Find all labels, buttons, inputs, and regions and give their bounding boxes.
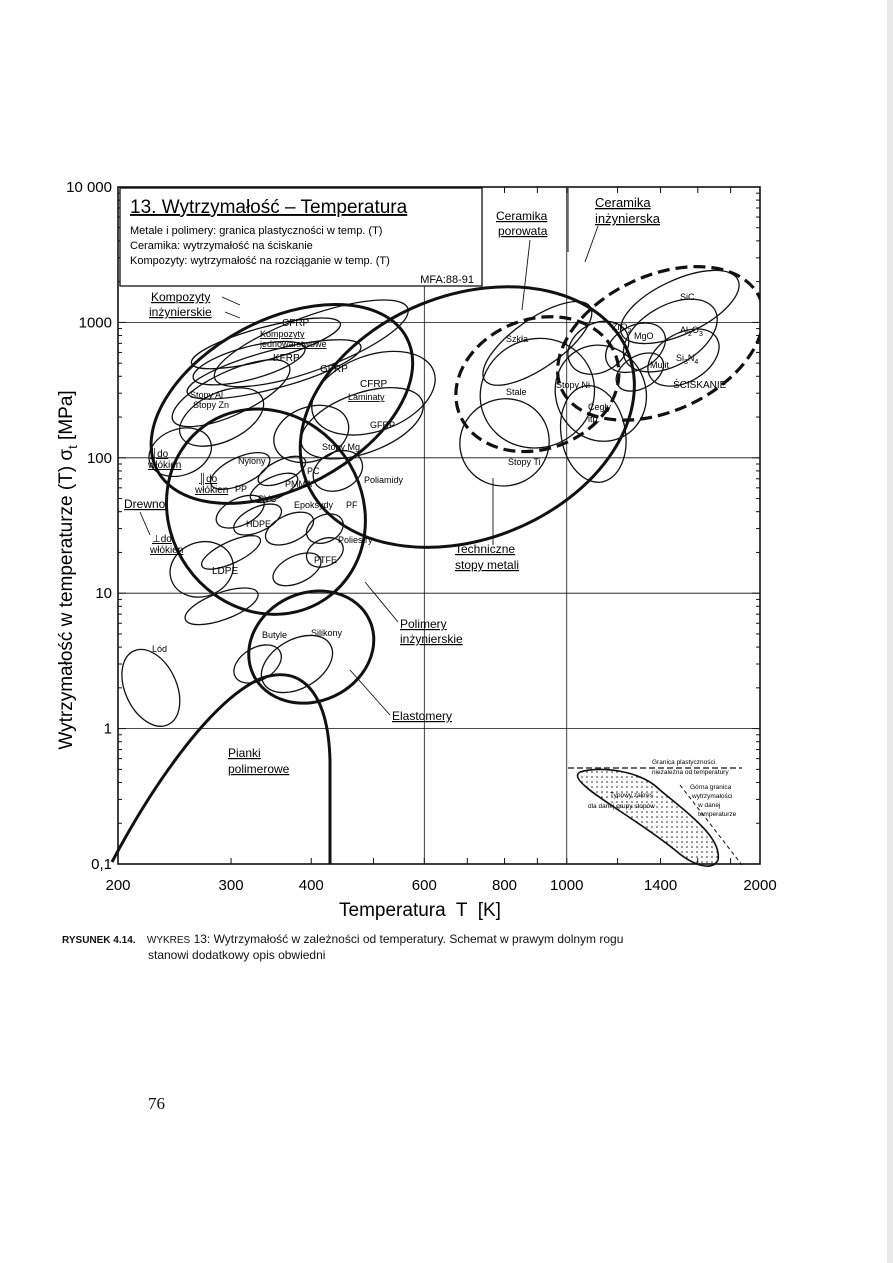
label-ceramika-por: Ceramika	[496, 209, 548, 223]
y-tick-label: 10 000	[66, 179, 112, 196]
caption-text-2: stanowi dodatkowy opis obwiedni	[148, 948, 326, 962]
svg-text:Stopy Ti: Stopy Ti	[508, 457, 541, 467]
svg-text:Stopy Ni: Stopy Ni	[556, 380, 591, 390]
svg-text:CFRP: CFRP	[360, 379, 388, 390]
material-labels	[152, 292, 727, 654]
svg-text:włókien: włókien	[150, 545, 184, 556]
label-drewno: Drewno	[124, 497, 166, 511]
x-tick-label: 300	[218, 877, 244, 894]
svg-text:ZrO2: ZrO$_2$	[612, 322, 632, 335]
y-tick-label: 10	[95, 585, 112, 603]
svg-text:Szkła: Szkła	[506, 334, 529, 344]
svg-text:temperaturze: temperaturze	[698, 811, 737, 818]
svg-text:Poliamidy: Poliamidy	[364, 475, 404, 485]
svg-text:PP: PP	[235, 484, 248, 494]
x-tick-label: 800	[492, 877, 518, 894]
svg-text:Stopy Al: Stopy Al	[190, 390, 224, 400]
x-tick-label: 200	[105, 877, 131, 894]
svg-text:w danej: w danej	[698, 802, 721, 809]
x-tick-label: 1400	[643, 877, 678, 894]
material-bubble-l-d	[110, 640, 191, 735]
svg-text:Stopy Mg: Stopy Mg	[322, 442, 361, 452]
svg-text:dla danej grupy stopów: dla danej grupy stopów	[588, 803, 655, 810]
label-pianki-2: polimerowe	[228, 762, 290, 776]
svg-text:║do: ║do	[150, 449, 169, 460]
label-polimery: Polimery	[400, 617, 447, 631]
x-tick-label: 2000	[743, 877, 777, 894]
material-bubble-stopy-ni	[539, 330, 662, 456]
label-polimery-2: inżynierskie	[400, 632, 463, 646]
chart-title: 13. Wytrzymałość – Temperatura	[130, 197, 408, 218]
family-envelope-ceramika-in-ynierska	[533, 236, 788, 451]
svg-text:Kompozyty: Kompozyty	[260, 329, 305, 339]
figure-caption	[62, 932, 822, 963]
svg-text:wytrzymałości: wytrzymałości	[692, 793, 733, 800]
svg-text:Si3N4: $Si_3N_4$	[676, 353, 699, 366]
subtitle-line-3: Kompozyty: wytrzymałość na rozciąganie w temp. (T)	[130, 255, 390, 267]
x-tick-label: 600	[411, 877, 437, 894]
material-bubble-sic	[610, 255, 749, 358]
svg-text:PTFE: PTFE	[314, 555, 338, 565]
x-axis-title: Temperatura T [K]	[339, 900, 501, 921]
svg-text:Silikony: Silikony	[311, 628, 343, 638]
svg-text:jednowarstwowe: jednowarstwowe	[260, 339, 327, 349]
label-ceramika-inz-2: inżynierska	[595, 211, 661, 226]
svg-text:Stale: Stale	[506, 387, 527, 397]
label-ceramika-inz: Ceramika	[595, 195, 651, 210]
svg-text:PMMA: PMMA	[285, 479, 312, 489]
y-tick-label: 1	[103, 720, 112, 738]
svg-text:Górna granica: Górna granica	[690, 784, 732, 791]
svg-text:Epoksydy: Epoksydy	[294, 500, 334, 510]
envelope-legend-schematic	[568, 759, 742, 866]
x-tick-label: 400	[298, 877, 324, 894]
svg-text:ŚCISKANIE: ŚCISKANIE	[673, 380, 727, 391]
svg-text:HDPE: HDPE	[246, 519, 272, 529]
svg-text:itp.: itp.	[588, 414, 601, 424]
svg-text:Butyle: Butyle	[262, 630, 288, 640]
svg-text:Lód: Lód	[152, 644, 168, 654]
svg-text:CFRP: CFRP	[282, 318, 310, 329]
caption-text: 13: Wytrzymałość w zależności od temperatury. Schemat w prawym dolnym rogu	[190, 932, 624, 946]
caption-label: RYSUNEK 4.14.	[62, 935, 136, 946]
chart-code: MFA:88-91	[420, 274, 474, 286]
svg-text:PF: PF	[346, 500, 358, 510]
svg-text:Cegły: Cegły	[588, 402, 612, 412]
y-axis-title: Wytrzymałość w temperaturze (T) $\sigma_t$ [MPa]	[56, 390, 80, 750]
subtitle-line-1: Metale i polimery: granica plastyczności w temp. (T)	[130, 225, 383, 237]
svg-text:Al2O3: $Al_2O_3$	[680, 325, 703, 338]
x-tick-label: 1000	[550, 877, 584, 894]
svg-text:włókien: włókien	[148, 460, 182, 471]
svg-text:Mulit: Mulit	[650, 360, 670, 370]
material-bubble-stopy-ti	[445, 384, 563, 501]
svg-text:PC: PC	[307, 466, 320, 476]
label-elastomery: Elastomery	[392, 709, 453, 723]
subtitle-line-2: Ceramika: wytrzymałość na ściskanie	[130, 240, 313, 252]
label-ceramika-por-2: porowata	[498, 224, 548, 238]
y-tick-label: 100	[86, 449, 112, 467]
svg-text:Nylony: Nylony	[238, 456, 266, 466]
svg-text:║do: ║do	[199, 474, 218, 485]
svg-text:Poliestry: Poliestry	[338, 535, 373, 545]
svg-text:Stopy Zn: Stopy Zn	[193, 400, 230, 410]
y-tick-label: 1000	[78, 314, 112, 332]
y-tick-label: 0,1	[91, 856, 112, 873]
svg-text:SiC: SiC	[680, 292, 695, 302]
label-kompozyty-2: inżynierskie	[149, 305, 212, 319]
label-techniczne-2: stopy metali	[455, 558, 520, 572]
label-pianki: Pianki	[228, 746, 261, 760]
svg-text:GFRP: GFRP	[320, 364, 348, 375]
page-edge	[887, 0, 893, 1263]
svg-text:Granica plastyczności: Granica plastyczności	[652, 759, 716, 766]
label-techniczne: Techniczne	[455, 542, 516, 556]
svg-text:LDPE: LDPE	[212, 566, 239, 577]
svg-text:⊥do: ⊥do	[152, 534, 172, 545]
page-number: 76	[148, 1094, 165, 1113]
svg-text:Typowy zakres: Typowy zakres	[610, 792, 653, 799]
svg-text:PVC: PVC	[258, 494, 277, 504]
svg-text:niezależna od temperatury: niezależna od temperatury	[652, 769, 729, 776]
svg-text:KFRP: KFRP	[273, 353, 300, 364]
caption-wykres: WYKRES	[146, 935, 191, 946]
svg-text:GFRP: GFRP	[370, 420, 396, 430]
svg-text:Laminaty: Laminaty	[348, 392, 385, 402]
material-bubble-ptfe	[268, 546, 326, 592]
svg-text:włókien: włókien	[195, 485, 229, 496]
material-bubble-al2o3	[611, 284, 730, 387]
svg-text:MgO: MgO	[634, 331, 654, 341]
label-kompozyty: Kompozyty	[151, 290, 211, 304]
